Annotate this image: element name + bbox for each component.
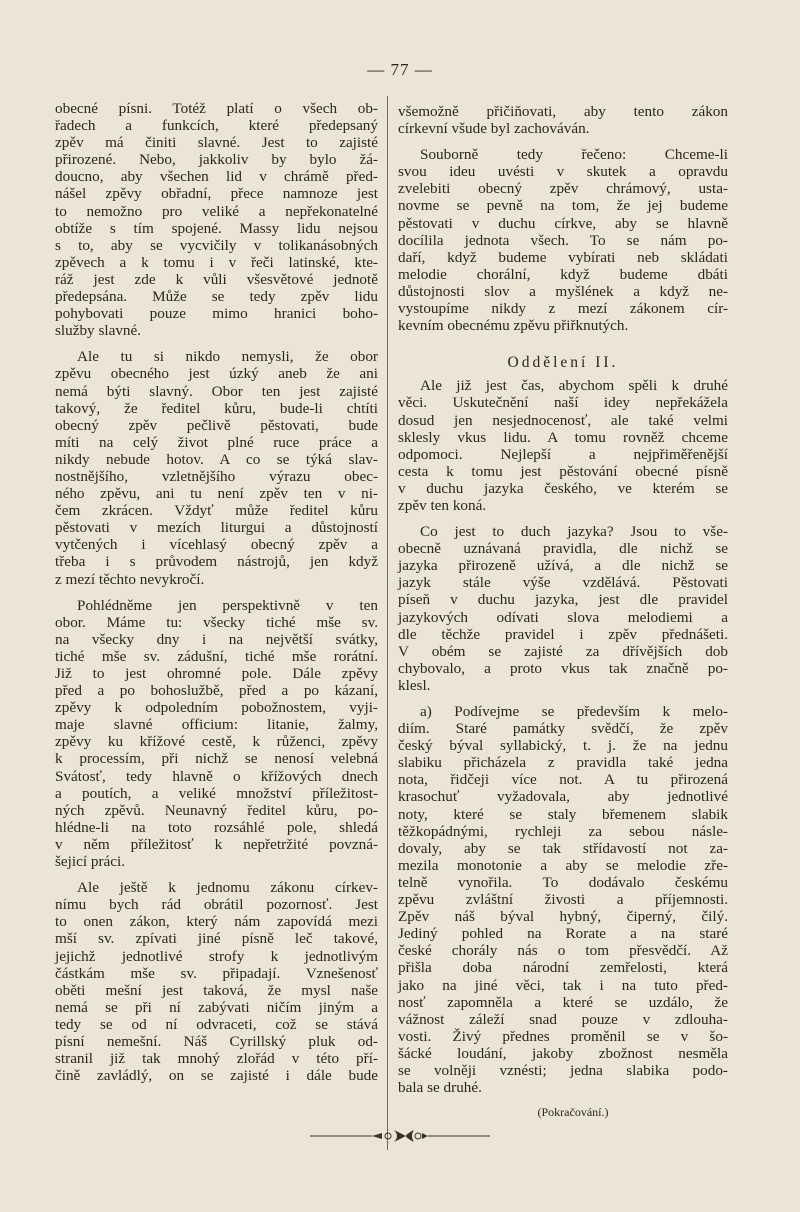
text-line: zpěvy k odpoledním pobožnostem, vyji- [55,699,378,717]
text-line: ného zpěvu, ani tu není zpěv ten v ni- [55,485,378,503]
text-line: k processím, při nichž se nenosí velebná [55,750,378,768]
text-line: nikdy nebude hotov. A co se týká slav- [55,450,378,468]
text-line: stranil již tak mnohý zlořád v této pří- [55,1050,378,1068]
text-line: dovaly, aby se tak střídavostí not za- [398,839,728,857]
text-line: ných zpěvů. Neunavný ředitel kůru, po- [55,801,378,819]
text-line: v duchu jazyka českého, ve kterém se [398,479,728,497]
paragraph [398,103,728,137]
text-line: tiché mše sv. zádušní, tiché mše rorátní. [55,647,378,665]
text-line: v něm příležitosť k nepřetržité povzná- [55,835,378,853]
text-line: zpěvu zvláštní živosti a příjemnosti. [398,891,728,909]
text-line: jejichž jednotlivé strofy k jednotlivým [55,947,378,965]
text-line: Ale již jest čas, abychom spěli k druhé [420,377,728,395]
text-line: písní nemešní. Náš Cyrillský pluk od- [55,1032,378,1050]
text-line: Pohlédněme jen perspektivně v ten [77,596,378,614]
text-line: věci. Uskutečnění naší idey nepřekážela [398,394,728,412]
text-line: Zpěv náš býval hybný, čiperný, čilý. [398,908,728,926]
paragraph [55,100,378,339]
text-line: těžkopádnými, rychleji za sebou násle- [398,822,728,840]
text-line: jazyk stále výše vzdělává. Pěstovati [398,574,728,592]
text-line: Ale tu si nikdo nemysli, že obor [77,348,378,366]
text-line: mezila monotonie a aby se melodie zře- [398,856,728,874]
text-line: jazykových odívati slova melodiemi a [398,608,728,626]
text-line: Co jest to duch jazyka? Jsou to vše- [420,523,728,541]
paragraph [398,146,728,334]
text-line: zpěv má činiti slavné. Jest to zajisté [55,134,378,152]
text-line: český býval syllabický, t. j. že na jednu [398,737,728,755]
text-line: před a po bohoslužbě, před a po kázaní, [55,682,378,700]
text-line: české chorály nás o tom přesvědčí. Až [398,942,728,960]
text-line: krasochuť vyžadovala, aby jednotlivé [398,788,728,806]
text-line: a poutích, a veliké množství příležitost- [55,784,378,802]
text-line: přišla doba národní zemřelosti, která [398,959,728,977]
text-line: obecně uznávaná pravidla, dle nichž se [398,540,728,558]
text-line: V obém se zajisté za dřívějších dob [398,642,728,660]
text-line: čině zavládlý, on se zajisté i dále bude [55,1067,378,1085]
text-line: hlédne-li na toto rozsáhlé pole, shledá [55,818,378,836]
paragraph [55,597,378,871]
text-line: chybovalo, a proto vkus tak značně po- [398,659,728,677]
text-line: dosud jen nesjednocenosť, ale také velmi [398,411,728,429]
text-line: jazyka přirozeně užívá, a dle nichž se [398,557,728,575]
text-line: vystoupíme nikdy z mezí zákonem cír- [398,300,728,318]
text-line: obecné písni. Totéž platí o všech ob- [55,100,378,117]
continuation-note: (Pokračování.) [537,1105,609,1120]
text-line: slabiku přicházela z pravidla také jedna [398,754,728,772]
text-line: cesta k tomu jest pěstování obecné písně [398,462,728,480]
text-line: noty, které se staly břemenem slabik [398,805,728,823]
text-line: nímu bych rád obrátil pozornosť. Jest [55,896,378,914]
text-line: na všecky dny i na největší svátky, [55,630,378,648]
text-line: pohybovati pouze mimo hranici boho- [55,305,378,323]
text-line: jako na jiné věci, tak i na tuto před- [398,976,728,994]
text-line: se volněji vznésti; jedna slabika podo- [398,1061,728,1079]
text-line: a) Podívejme se především k melo- [420,703,728,720]
text-line: mší sv. zpívati jiné písně leč takové, [55,930,378,948]
paragraph [398,377,728,514]
text-line: šejicí práci. [55,853,125,871]
text-line: čem zkrácen. Vždyť může ředitel kůru [55,502,378,520]
text-line: dle těchže pravidel i zpěv přednášeti. [398,625,728,643]
text-line: telně vynořila. To dodávalo českému [398,873,728,891]
text-line: píseň v duchu jazyka, jest dle pravidel [398,591,728,609]
text-line: vytčených i vícehlasý obecný zpěv a [55,536,378,554]
text-line: zvelebiti obecný zpěv chrámový, usta- [398,180,728,198]
paragraph [398,703,728,1096]
paragraph [55,348,378,587]
text-line: kevním obecnému zpěvu přiřknutých. [398,317,629,335]
text-line: melodie chorální, když budeme dbáti [398,265,728,283]
text-line: Jediný pohled na Rorate a na staré [398,925,728,943]
text-line: přirozené. Nebo, jakkoliv by bylo žá- [55,151,378,169]
text-line: nota, řidčeji více not. A tu přirozená [398,771,728,789]
text-line: zpěvy ku křížové cestě, k růženci, zpěvy [55,733,378,751]
paragraph [55,879,378,1084]
text-line: částkám mše sv. připadají. Vznešenosť [55,964,378,982]
text-line: zpěvu obecného jest úzký aneb že ani [55,365,378,383]
text-line: všemožně přičiňovati, aby tento zákon [398,103,728,120]
text-line: maje slavné officium: litanie, žalmy, [55,716,378,734]
text-line: takový, že ředitel kůru, bude-li chtíti [55,399,378,417]
text-line: s to, aby se vycvičily v tolikanásobných [55,236,378,254]
text-line: z mezí těchto nevykročí. [55,570,205,588]
text-line: pěstovati v mezích liturgui a důstojností [55,519,378,537]
text-line: Ale ještě k jednomu zákonu církev- [77,879,378,897]
text-line: bala se druhé. [398,1079,482,1097]
text-line: obtíže s tím spojené. Massy lidu nejsou [55,219,378,237]
paragraph [398,523,728,694]
text-line: svou ideu uvésti v skutek a opravdu [398,163,728,181]
text-line: nášel zpěvy obřadní, přece namnoze jest [55,185,378,203]
text-line: tedy se od ní odvraceti, což se stává [55,1015,378,1033]
text-line: diím. Staré památky svědčí, že zpěv [398,720,728,738]
text-line: obecný zpěv pečlivě pěstovati, bude [55,416,378,434]
text-line: vosti. Živý přednes proměnil se v šo- [398,1027,728,1045]
text-line: zpěv ten koná. [398,496,487,514]
text-line: Svátosť, tedy hlavně o křížových dnech [55,767,378,785]
text-line: klesl. [398,676,431,694]
text-line: daří, když budeme vybírati neb skládati [398,248,728,266]
text-line: třeba i s průvodem nástrojů, jen když [55,553,378,571]
text-line: církevní všude byl zachováván. [398,120,590,138]
text-line: pěstovati v duchu církve, aby se hlavně [398,214,728,232]
text-line: ráž jest zde k vůli všesvětové jednotě [55,270,378,288]
text-line: doucno, aby všechen lid v chrámě před- [55,168,378,186]
text-line: novme se pevně na tom, že jej budeme [398,197,728,215]
text-line: míti na celý život plné ruce práce a [55,433,378,451]
column-divider [387,96,388,1150]
text-line: odpomoci. Nejlepší a nejpřiměřenější [398,445,728,463]
page-number: — 77 — [367,60,433,79]
text-line: Již to jest ohromné pole. Dále zpěvy [55,665,378,682]
left-column [55,100,378,1084]
text-line: docílila jednota všech. To se nám po- [398,231,728,249]
text-line: nosť zapomněla a které se uzdálo, že [398,993,728,1011]
text-line: to onen zákon, který nám zapovídá mezi [55,913,378,931]
text-line: řadech a funkcích, které předepsaný [55,117,378,135]
text-line: vážnost záleží snad pouze v zdlouha- [398,1010,728,1028]
right-column [398,103,728,1121]
text-line: nemá býti slavný. Obor ten jest zajisté [55,382,378,400]
decorative-divider-icon [310,1126,490,1146]
text-line: oběti mešní jest taková, že mysl naše [55,981,378,999]
text-line: Souborně tedy řečeno: Chceme-li [420,146,728,164]
text-line: to nemožno pro veliké a nepřekonatelné [55,202,378,220]
text-line: předepsána. Může se tedy zpěv lidu [55,288,378,306]
text-line: důstojnosti slov a myšlének a když ne- [398,282,728,300]
section-heading: Oddělení II. [507,354,619,372]
text-line: šácké loudání, jakoby zbožnost nesměla [398,1044,728,1062]
text-line: obor. Máme tu: všecky tiché mše sv. [55,613,378,631]
text-line: nostnějšího, vzletnějšího výrazu obec- [55,467,378,485]
text-line: nemá se při ní zabývati ničím jiným a [55,998,378,1016]
text-line: sklesly vkus lidu. A tomu rovněž chceme [398,428,728,446]
text-line: zpěvech a k tomu i v řeči latinské, kte- [55,253,378,271]
text-line: služby slavné. [55,322,142,340]
